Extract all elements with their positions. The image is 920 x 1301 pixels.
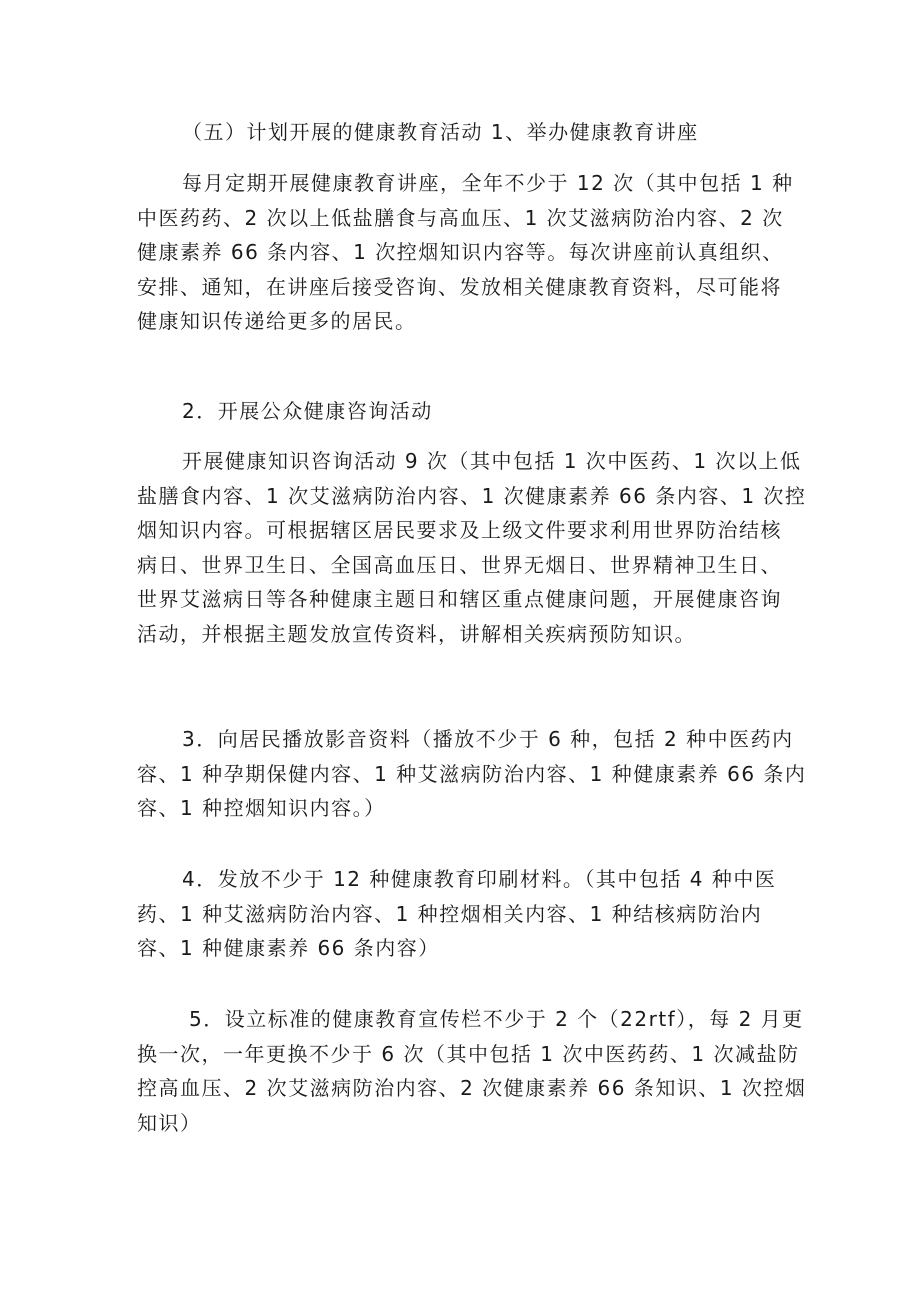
- text-line: 容、1 种控烟知识内容。）: [137, 796, 386, 820]
- text-line: 开展健康知识咨询活动 9 次（其中包括 1 次中医药、1 次以上低: [182, 449, 802, 473]
- text-line: 2．开展公众健康咨询活动: [182, 399, 433, 423]
- text-line: 活动，并根据主题发放宣传资料，讲解相关疾病预防知识。: [137, 621, 696, 646]
- paragraph-consultation: [137, 444, 807, 651]
- text-line: 换一次，一年更换不少于 6 次（其中包括 1 次中医药药、1 次减盐防: [137, 1041, 800, 1066]
- text-line: 健康知识传递给更多的居民。: [137, 309, 417, 333]
- text-line: 3．向居民播放影音资料（播放不少于 6 种，包括 2 种中医药内: [182, 727, 794, 751]
- text-line: 4．发放不少于 12 种健康教育印刷材料。（其中包括 4 种中医: [182, 867, 777, 891]
- section-heading-five: [137, 115, 842, 150]
- section-heading-two: [137, 394, 842, 429]
- text-line: 容、1 种健康素养 66 条内容）: [137, 936, 440, 960]
- text-line: 盐膳食内容、1 次艾滋病防治内容、1 次健康素养 66 条内容、1 次控: [137, 483, 807, 508]
- text-line: 药、1 种艾滋病防治内容、1 种控烟相关内容、1 种结核病防治内: [137, 901, 763, 926]
- paragraph-item-four: [137, 862, 797, 966]
- text-line: 世界艾滋病日等各种健康主题日和辖区重点健康问题，开展健康咨询: [137, 587, 782, 611]
- text-line: 知识）: [137, 1110, 202, 1135]
- text-line: 控高血压、2 次艾滋病防治内容、2 次健康素养 66 条知识、1 次控烟: [137, 1076, 807, 1100]
- paragraph-lectures: [137, 166, 797, 339]
- paragraph-item-three: [137, 722, 807, 826]
- text-line: 容、1 种孕期保健内容、1 种艾滋病防治内容、1 种健康素养 66 条内: [137, 761, 807, 786]
- text-line: 中医药药、2 次以上低盐膳食与高血压、1 次艾滋病防治内容、2 次: [137, 205, 784, 230]
- text-line: 健康素养 66 条内容、1 次控烟知识内容等。每次讲座前认真组织、: [137, 240, 784, 264]
- text-line: 病日、世界卫生日、全国高血压日、世界无烟日、世界精神卫生日、: [137, 552, 782, 577]
- paragraph-item-five: [137, 1002, 807, 1140]
- text-line: 5．设立标准的健康教育宣传栏不少于 2 个（22rtf），每 2 月更: [189, 1007, 804, 1031]
- text-line: 每月定期开展健康教育讲座，全年不少于 12 次（其中包括 1 种: [182, 171, 794, 195]
- text-line: （五）计划开展的健康教育活动 1、举办健康教育讲座: [182, 120, 699, 144]
- text-line: 烟知识内容。可根据辖区居民要求及上级文件要求利用世界防治结核: [137, 518, 782, 542]
- text-line: 安排、通知，在讲座后接受咨询、发放相关健康教育资料，尽可能将: [137, 274, 782, 299]
